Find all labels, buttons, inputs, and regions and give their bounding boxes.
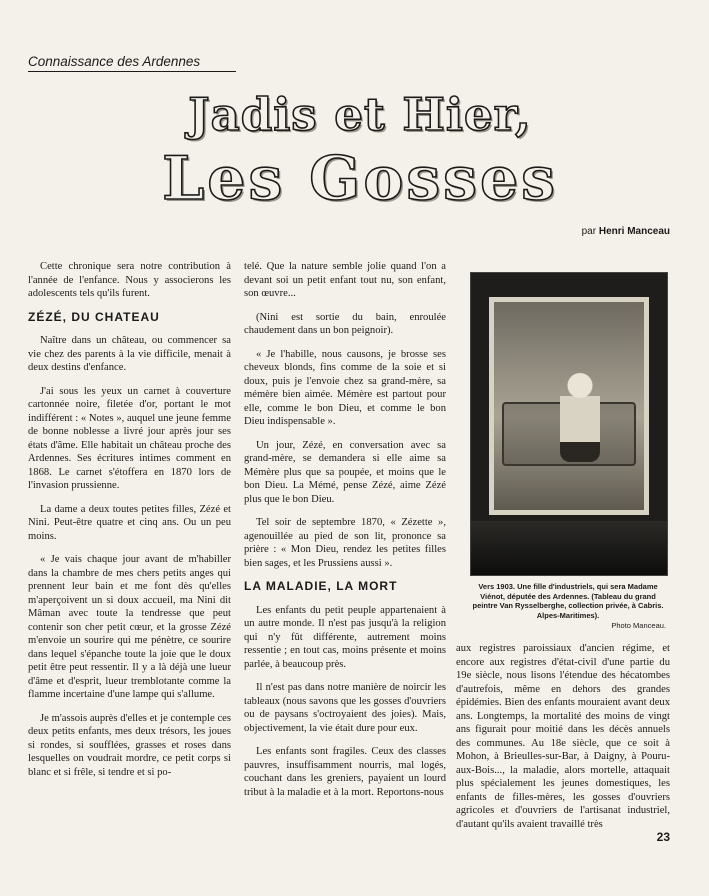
paragraph: (Nini est sortie du bain, enroulée chaudement dans un bon peignoir). [244,311,446,336]
child-figure [560,372,600,462]
byline-author: Henri Manceau [598,226,670,237]
column-1 [28,260,231,789]
byline-prefix: par [581,226,597,237]
paragraph: aux registres paroissiaux d'ancien régime, et encore aux registres d'état-civil d'une partie du 19e siècle, nous lisons l'étendue des hécatombes d'autrefois, même en dehors des grandes épidémies. Bien des enfants mouraient avant deux ans. Longtemps, la mortalité des moins de vingt ans figurait pour moitié dans les décès annuels des communes. Au 18e siècle, que ce soit à Mohon, à Brieulles-sur-Bar, à Daigny, à Pouru-aux-Bois..., la maladie, alors mortelle, attaquait plus spécialement les jeunes domestiques, les enfants de filles-mères, les gosses d'ouvriers agricoles et d'ouvriers de l'artisanat industriel, d'autant qu'ils avaient travaillé très [456,643,670,830]
paragraph: Je m'assois auprès d'elles et je contemple ces deux petits enfants, mes deux trésors, les joues si rondes, si soufflées, grasses et roses dans lesquelles on voudrait mordre, ce petit corps si blanc et si frêle, si tendre et si po- [28,712,231,778]
photo-caption: Vers 1903. Une fille d'industriels, qui sera Madame Viénot, députée des Ardennes. (Tableau du grand peintre Van Rysselberghe, collection privée, à Cabris. Alpes-Maritimes). [472,582,664,620]
paragraph: Les enfants sont fragiles. Ceux des classes pauvres, insuffisamment nourris, mal logés, couchant dans les greniers, payaient un lourd tribut à la maladie et à la mort. Reportons-nous [244,746,446,798]
subheading-zeze: ZÉZÉ, DU CHATEAU [28,309,160,324]
paragraph: J'ai sous les yeux un carnet à couverture cartonnée noire, filetée d'or, portant le mot indifférent : « Notes », auquel une jeune femme de bonne noblesse a livré jour après jour ses états d'âme. Elle habitait un château proche des Ardennes. Ses écritures intimes comment en 1868. Le carnet s'étoffera en 1870 lors de l'invasion prussienne. [28,385,231,491]
paragraph: La dame a deux toutes petites filles, Zézé et Nini. Peut-être quatre et cinq ans. Ou un peu moins. [28,503,231,542]
byline [430,226,670,237]
painting-canvas [489,297,649,515]
paragraph: Cette chronique sera notre contribution à l'année de l'enfance. Nous y associerons les adolescents tels qu'ils furent. [28,261,231,299]
paragraph: Les enfants du petit peuple appartenaient à un autre monde. Il n'est pas jusqu'à la religion qui n'y fût différente, autrement moins ressentie ; en tout cas, moins présente et moins parlée, à beaucoup près. [244,604,446,670]
painting-photo [470,272,668,576]
paragraph: « Je vais chaque jour avant de m'habiller dans la chambre de mes chers petits anges qui prennent leur bain et me font dès qu'elles m'aperçoivent un si doux accueil, ma Nini dit Mâman avec toute la tendresse que peut contenir son cher petit cœur, et la grosse Zézé m'envoie un sourire qui me pénètre, ce sourire dans lequel s'épanche toute la joie que le doux petit être peut ressentir. Il y a là déjà une lueur d'âme et d'esprit, lueur tremblotante comme la flamme incertaine d'une lampe qui s'allume. [28,554,231,700]
paragraph: « Je l'habille, nous causons, je brosse ses cheveux blonds, fins comme de la soie et si doux, puis je l'envoie chez sa grand-mère, sa mémère bien aimée. Mémère est partout pour elle, comme le bon Dieu, et comme le bon Dieu indispensable ». [244,348,446,427]
page-number: 23 [656,830,670,844]
paragraph: Il n'est pas dans notre manière de noircir les tableaux (nous savons que les gosses d'ouvriers ou de paysans s'octroyaient des joies). Mais, objectivement, la vie était dure pour eux. [244,682,446,734]
paragraph: Un jour, Zézé, en conversation avec sa grand-mère, se demandera si elle aime sa Mémère plus que sa poupée, et moins que le bon Dieu. La Mémé, pense Zézé, aime Zézé plus que le bon Dieu. [244,439,446,505]
paragraph: telé. Que la nature semble jolie quand l'on a devant soi un petit enfant tout nu, son enfant, son œuvre... [244,261,446,299]
column-2 [244,260,446,809]
paragraph: Tel soir de septembre 1870, « Zézette », agenouillée au pied de son lit, prononce sa prière : « Mon Dieu, rendez les petites filles bien sages, et les Prussiens aussi ». [244,517,446,569]
section-label: Connaissance des Ardennes [28,54,236,72]
column-3 [456,642,670,841]
photo-credit: Photo Manceau. [611,621,666,630]
paragraph: Naître dans un château, ou commencer sa vie chez des parents à la vie difficile, menait à deux destins d'enfance. [28,335,231,373]
subheading-maladie: LA MALADIE, LA MORT [244,579,398,593]
table-foreground [471,521,667,575]
title-line-1: Jadis et Hier, [188,88,532,141]
title-line-2: Les Gosses [162,144,558,214]
